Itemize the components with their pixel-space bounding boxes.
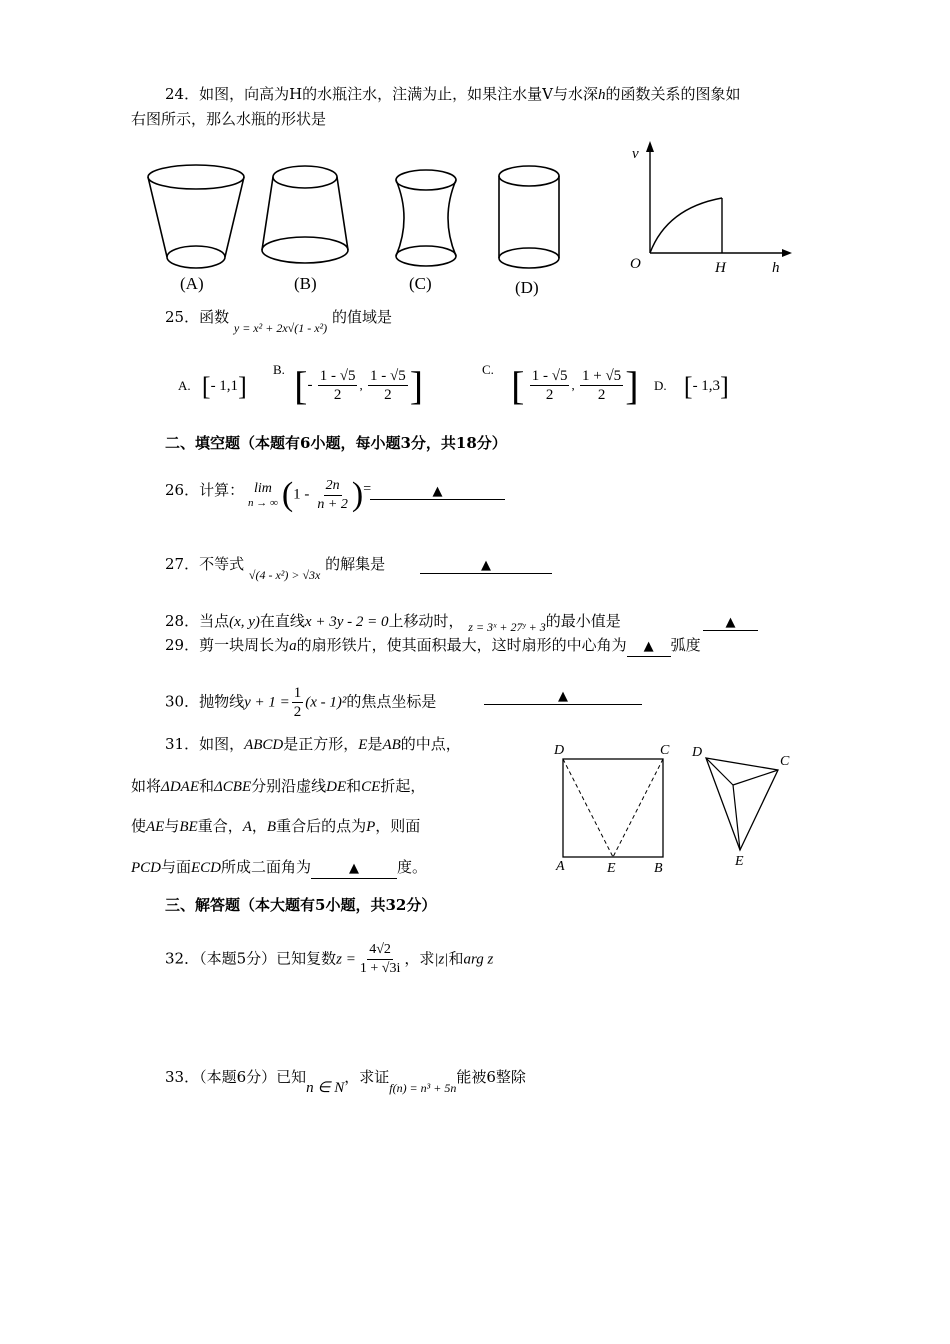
label-a: (A)	[180, 274, 204, 293]
square-abcd-figure	[550, 738, 680, 878]
q28-answer-blank[interactable]: ▲	[703, 611, 758, 631]
svg-text:B: B	[654, 861, 663, 876]
graph-o-label: O	[630, 256, 641, 272]
graph-v-label: v	[632, 146, 639, 162]
label-c: (C)	[409, 274, 432, 293]
q31-answer-blank[interactable]: ▲	[311, 858, 397, 879]
q25-option-c: C. [ $\frac{1 - √5}{2}$ , $\frac{1 + √5}{2}$ ]	[482, 362, 639, 408]
q29-text: 29．剪一块周长为a的扇形铁片，使其面积最大，这时扇形的中心角为 ▲ 弧度	[165, 634, 701, 657]
bottle-figures	[140, 160, 580, 300]
q30-answer-blank[interactable]: ▲	[484, 685, 642, 705]
q31-line1: 31．如图，ABCD是正方形，E是AB的中点，	[165, 735, 461, 753]
graph-h-axis-label: h	[772, 260, 780, 276]
svg-text:E: E	[735, 854, 744, 869]
folded-tetrahedron-figure	[688, 740, 798, 870]
q25-text: 25．函数 $_{y = x^2 + 2x√(1 - x^2)}$ 的值域是	[165, 308, 392, 335]
q31-line3: 使AE与BE重合，A，B重合后的点为P，则面	[131, 817, 421, 835]
q29-answer-blank[interactable]: ▲	[627, 636, 671, 657]
svg-text:E: E	[607, 861, 616, 876]
q32-text: 32．（本题5分）已知复数z = $\frac{4√2}{1 + √3i}$ ，求|z|和arg z	[165, 942, 494, 976]
label-b: (B)	[294, 274, 317, 293]
svg-text:D: D	[554, 743, 565, 758]
q25-formula: y = x² + 2x√(1 - x²)	[233, 321, 328, 335]
q27-formula: √(4 - x²) > √3x	[248, 568, 321, 582]
volume-depth-graph	[622, 138, 802, 278]
q25-option-a: A. [- 1,1]	[178, 372, 247, 401]
q30-text: 30．抛物线y + 1 = $\frac{1}{2}$ (x - 1)²的焦点坐标是	[165, 685, 437, 720]
svg-text:C: C	[780, 754, 790, 769]
svg-text:C: C	[660, 743, 670, 758]
q33-text: 33．（本题6分）已知n ∈ N，求证$_{f(n) = n^3 + 5n}$能被6整除	[165, 1068, 526, 1096]
bottle-d	[499, 166, 559, 268]
bottle-a	[148, 165, 244, 268]
q26-formula: lim n → ∞ (1 - $\frac{2n}{n + 2}$ )=	[248, 476, 372, 513]
q28-text: 28．当点(x, y)在直线x + 3y - 2 = 0上移动时， $_{z = 3ˣ + 27ʸ + 3}$的最小值是	[165, 612, 621, 634]
q24-text-line2: 右图所示，那么水瓶的形状是	[131, 110, 327, 128]
q26-answer-blank[interactable]: ▲	[370, 480, 505, 500]
q27-text: 27．不等式 $_{√(4 - x^2) > √3x}$ 的解集是	[165, 555, 386, 582]
q31-line4: PCD与面ECD所成二面角为 ▲ 度。	[131, 856, 427, 879]
bottle-b	[262, 166, 348, 263]
q27-answer-blank[interactable]: ▲	[420, 554, 552, 574]
q26-label: 26．计算：	[165, 481, 245, 499]
q25-option-b: B. [- $\frac{1 - √5}{2}$ , $\frac{1 - √5}{2}$ ]	[273, 362, 424, 408]
q25-option-d: D. [- 1,3]	[654, 372, 729, 401]
q31-line2: 如将ΔDAE和ΔCBE分别沿虚线DE和CE折起，	[131, 777, 426, 795]
svg-text:D: D	[692, 745, 703, 760]
section-2-title: 二、填空题（本题有6小题，每小题3分，共18分）	[165, 434, 507, 452]
bottle-c	[396, 170, 456, 266]
q24-text-line1: 24．如图，向高为H的水瓶注水，注满为止，如果注水量V与水深h的函数关系的图象如	[165, 85, 741, 103]
label-d: (D)	[515, 278, 539, 297]
svg-text:A: A	[556, 859, 565, 874]
graph-h-tick-label: H	[715, 260, 726, 276]
section-3-title: 三、解答题（本大题有5小题，共32分）	[165, 896, 437, 914]
